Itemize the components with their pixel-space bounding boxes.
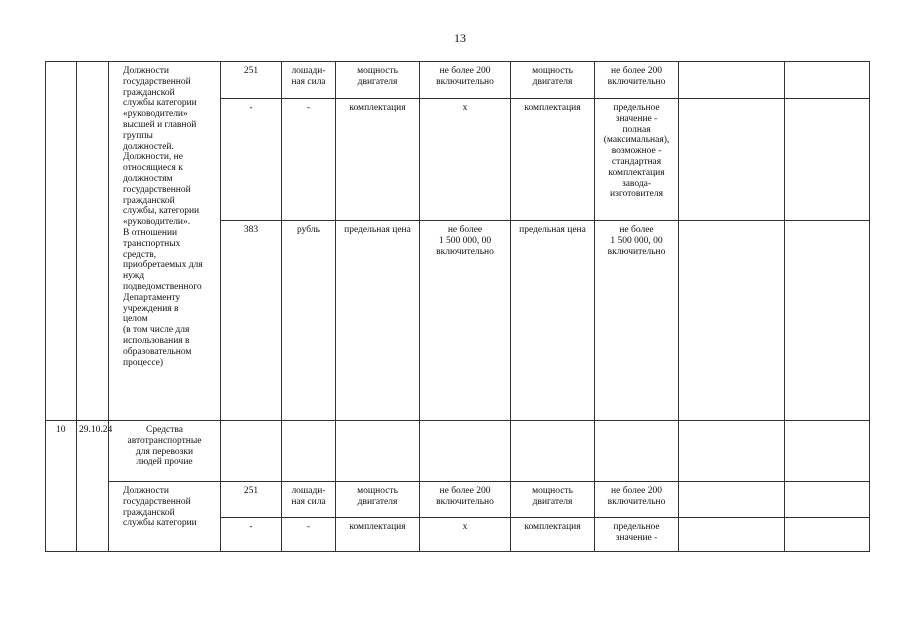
empty-cell [420,421,511,482]
value-cell: не более 200 включительно [420,62,511,99]
unit-cell: лошади- ная сила [282,62,336,99]
value-cell: не более 1 500 000, 00 включительно [420,221,511,421]
unit-cell: - [282,518,336,552]
item-title-cell: Средства автотранспортные для перевозки людей прочие [109,421,221,482]
empty-cell [221,421,282,482]
number-cell [46,482,77,518]
empty-cell [679,221,785,421]
empty-cell [785,518,870,552]
empty-cell [511,421,595,482]
date-cell [77,62,109,421]
characteristic2-cell: комплектация [511,518,595,552]
code-cell: - [221,99,282,221]
empty-cell [679,482,785,518]
empty-cell [282,421,336,482]
unit-cell: лошади- ная сила [282,482,336,518]
characteristic-cell: комплектация [336,99,420,221]
empty-cell [785,482,870,518]
requirements-table [45,61,870,552]
empty-cell [679,99,785,221]
number-cell [46,518,77,552]
empty-cell [785,221,870,421]
characteristic-cell: комплектация [336,518,420,552]
page-number: 13 [454,31,466,45]
unit-cell: - [282,99,336,221]
empty-cell [595,421,679,482]
characteristic-cell: мощность двигателя [336,482,420,518]
value-cell: не более 200 включительно [420,482,511,518]
empty-cell [679,518,785,552]
code-cell: 383 [221,221,282,421]
empty-cell [679,421,785,482]
number-cell [46,62,77,421]
value-cell: х [420,518,511,552]
characteristic2-cell: мощность двигателя [511,62,595,99]
characteristic2-cell: мощность двигателя [511,482,595,518]
empty-cell [785,99,870,221]
position-category-cell: Должности государственной гражданской службы категории [109,482,221,552]
table-row [46,482,870,518]
number-cell: 10 [46,421,77,482]
unit-cell: рубль [282,221,336,421]
table-row [46,421,870,482]
code-cell: 251 [221,482,282,518]
value2-cell: не более 1 500 000, 00 включительно [595,221,679,421]
empty-cell [679,62,785,99]
value2-cell: не более 200 включительно [595,482,679,518]
empty-cell [336,421,420,482]
characteristic-cell: мощность двигателя [336,62,420,99]
date-cell: 29.10.24 [77,421,109,482]
characteristic2-cell: комплектация [511,99,595,221]
code-cell: 251 [221,62,282,99]
value2-cell: предельное значение - полная (максимальная), возможное - стандартная комплектация завода- изготовителя [595,99,679,221]
empty-cell [785,421,870,482]
value-cell: х [420,99,511,221]
empty-cell [785,62,870,99]
code-cell: - [221,518,282,552]
table-row [46,62,870,99]
date-cell [77,518,109,552]
value2-cell: предельное значение - [595,518,679,552]
characteristic-cell: предельная цена [336,221,420,421]
date-cell [77,482,109,518]
position-category-cell: Должности государственной гражданской службы категории «руководители» высшей и главной группы должностей. Должности, не относящиеся к должностям государственной гражданской службы, категории «руководители». В отношении транспортных средств, приобретаемых для нужд подведомственного Департаменту учреждения в целом (в том числе для использования в образовательном процессе) [109,62,221,421]
characteristic2-cell: предельная цена [511,221,595,421]
value2-cell: не более 200 включительно [595,62,679,99]
